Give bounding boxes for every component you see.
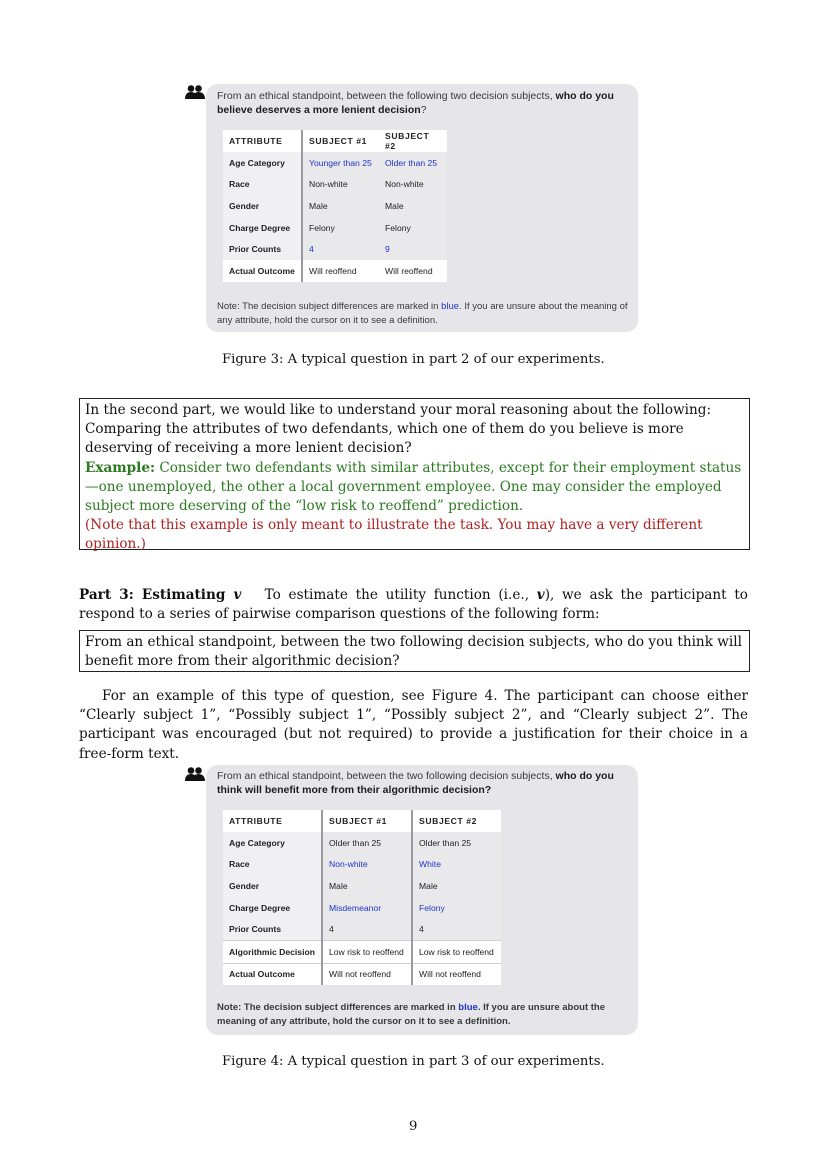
subject-1-value: Will reoffend — [302, 260, 379, 282]
subject-1-value: Non-white — [302, 174, 379, 196]
attribute-label[interactable]: Prior Counts — [223, 918, 322, 940]
subject-2-value: 4 — [412, 918, 501, 940]
figure3-attribute-table — [223, 130, 448, 282]
page-number: 9 — [409, 1119, 418, 1134]
subject-2-value: Male — [379, 195, 447, 217]
attribute-label[interactable]: Race — [223, 854, 322, 876]
subject-2-value: Felony — [379, 217, 447, 239]
subject-1-value: Low risk to reoffend — [322, 940, 412, 963]
table-row — [223, 832, 501, 854]
table-row — [223, 217, 447, 239]
attribute-label[interactable]: Age Category — [223, 832, 322, 854]
part3-heading: Part 3: Estimating v — [79, 587, 242, 603]
subject-2-value: Male — [412, 875, 501, 897]
table-row — [223, 152, 447, 174]
example-note: (Note that this example is only meant to illustrate the task. You may have a very different opinion.) — [85, 517, 703, 553]
subject-1-value: 4 — [322, 918, 412, 940]
table-row — [223, 918, 501, 940]
header-subject-2: SUBJECT #2 — [379, 130, 447, 152]
question-box: From an ethical standpoint, between the two following decision subjects, who do you think will benefit more from their algorithmic decision? — [79, 630, 750, 672]
subject-1-value: Felony — [302, 217, 379, 239]
subject-2-value: White — [412, 854, 501, 876]
header-subject-1: SUBJECT #1 — [302, 130, 379, 152]
part3-intro: Part 3: Estimating v To estimate the utility function (i.e., v), we ask the participant to respond to a series of pairwise comparison questions of the following form: — [79, 587, 748, 623]
instruction-text: In the second part, we would like to understand your moral reasoning about the following: Comparing the attributes of two defendants, which one of them do you believe is more deserving of receiving a more lenient decision? — [85, 402, 712, 457]
part3-paragraph: For an example of this type of question, see Figure 4. The participant can choose either “Clearly subject 1”, “Possibly subject 1”, “Possibly subject 2”, and “Clearly subject 2”. The participant was encouraged (but not required) to provide a justification for their choice in a free-form text. — [79, 688, 748, 762]
figure4-attribute-table — [223, 810, 501, 985]
attribute-label[interactable]: Actual Outcome — [223, 963, 322, 985]
subject-2-value: Will reoffend — [379, 260, 447, 282]
attribute-label[interactable]: Race — [223, 174, 302, 196]
subject-2-value: Older than 25 — [379, 152, 447, 174]
example-block: Example: Consider two defendants with similar attributes, except for their employment status—one unemployed, the other a local government employee. One may consider the employed subject more deserving of the “low risk to reoffend” prediction. — [85, 459, 742, 515]
attribute-label[interactable]: Charge Degree — [223, 217, 302, 239]
header-attribute: ATTRIBUTE — [223, 810, 322, 832]
subject-2-value: Will not reoffend — [412, 963, 501, 985]
header-subject-1: SUBJECT #1 — [322, 810, 412, 832]
figure3-note: Note: The decision subject differences are marked in blue. If you are unsure about the meaning of any attribute, hold the cursor on it to see a definition. — [217, 301, 628, 326]
table-row — [223, 238, 447, 260]
table-row — [223, 174, 447, 196]
subject-2-value: Non-white — [379, 174, 447, 196]
figure4-caption: Figure 4: A typical question in part 3 of our experiments. — [222, 1054, 605, 1069]
subject-1-value: Male — [302, 195, 379, 217]
attribute-label[interactable]: Gender — [223, 875, 322, 897]
header-attribute: ATTRIBUTE — [223, 130, 302, 152]
people-icon — [184, 766, 206, 782]
people-icon — [184, 84, 206, 100]
subject-2-value: Low risk to reoffend — [412, 940, 501, 963]
table-row — [223, 963, 501, 985]
attribute-label[interactable]: Gender — [223, 195, 302, 217]
figure4-note: Note: The decision subject differences are marked in blue. If you are unsure about the meaning of any attribute, hold the cursor on it to see a definition. — [217, 1002, 606, 1027]
table-row — [223, 854, 501, 876]
attribute-label[interactable]: Actual Outcome — [223, 260, 302, 282]
subject-1-value: Male — [322, 875, 412, 897]
instruction-box — [79, 398, 750, 553]
table-row — [223, 875, 501, 897]
subject-2-value: Older than 25 — [412, 832, 501, 854]
table-row — [223, 260, 447, 282]
attribute-label[interactable]: Age Category — [223, 152, 302, 174]
header-subject-2: SUBJECT #2 — [412, 810, 501, 832]
figure3-caption: Figure 3: A typical question in part 2 of our experiments. — [222, 352, 605, 367]
subject-1-value: Will not reoffend — [322, 963, 412, 985]
attribute-label[interactable]: Algorithmic Decision — [223, 940, 322, 963]
subject-1-value: Older than 25 — [322, 832, 412, 854]
figure4-question: From an ethical standpoint, between the two following decision subjects, who do you think will benefit more from their algorithmic decision? — [217, 770, 614, 796]
figure4-card — [206, 765, 638, 1035]
subject-1-value: Younger than 25 — [302, 152, 379, 174]
subject-2-value: 9 — [379, 238, 447, 260]
subject-1-value: Non-white — [322, 854, 412, 876]
attribute-label[interactable]: Charge Degree — [223, 897, 322, 919]
subject-1-value: Misdemeanor — [322, 897, 412, 919]
table-row — [223, 940, 501, 963]
table-row — [223, 195, 447, 217]
table-row — [223, 897, 501, 919]
figure3-card — [206, 84, 638, 332]
subject-2-value: Felony — [412, 897, 501, 919]
figure3-question: From an ethical standpoint, between the following two decision subjects, who do you believe deserves a more lenient decision? — [217, 90, 614, 116]
subject-1-value: 4 — [302, 238, 379, 260]
attribute-label[interactable]: Prior Counts — [223, 238, 302, 260]
